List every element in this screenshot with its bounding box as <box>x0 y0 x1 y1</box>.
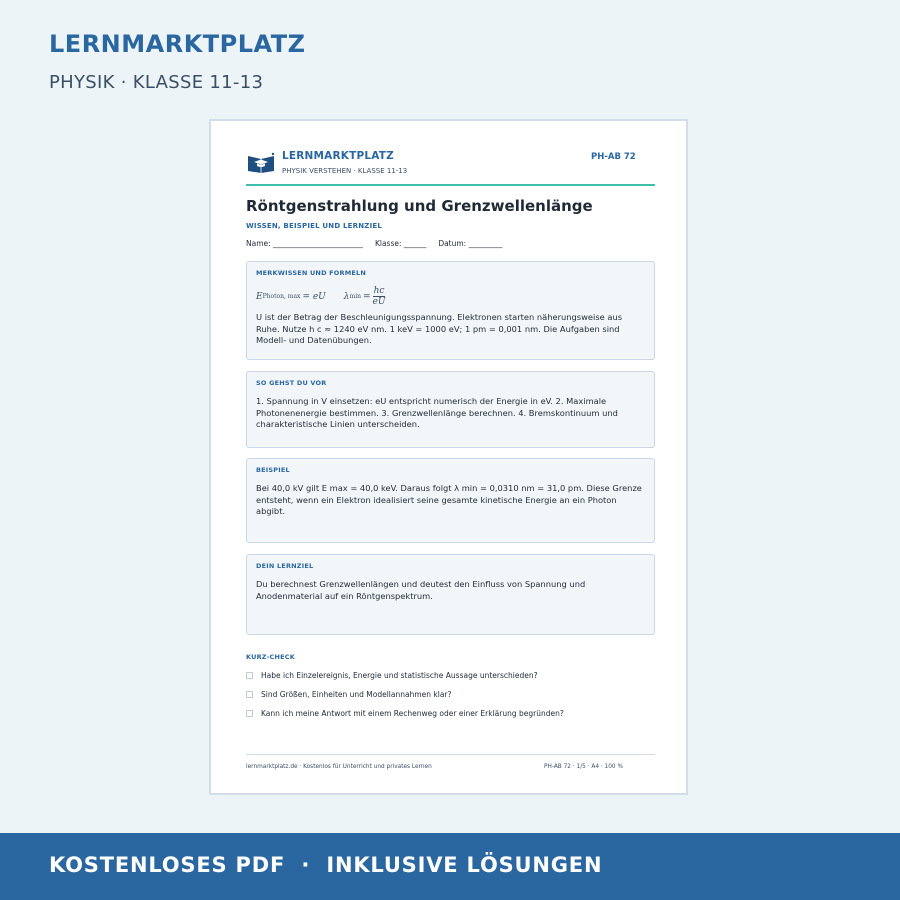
formula-line <box>256 286 385 307</box>
footer-left: lernmarktplatz.de · Kostenlos für Unterricht und privates Lernen <box>246 764 432 770</box>
checklist-item-text: Habe ich Einzelereignis, Energie und statistische Aussage unterschieden? <box>261 671 538 680</box>
sheet-subtitle: WISSEN, BEISPIEL UND LERNZIEL <box>246 222 383 230</box>
banner-text: KOSTENLOSES PDF · INKLUSIVE LÖSUNGEN <box>49 853 603 877</box>
goal-label: DEIN LERNZIEL <box>256 562 314 570</box>
subject-line: PHYSIK · KLASSE 11-13 <box>49 72 264 93</box>
formulas-box <box>246 261 655 360</box>
footer-right: PH-AB 72 · 1/5 · A4 · 100 % <box>544 764 623 770</box>
checklist-item <box>246 671 538 680</box>
goal-box <box>246 554 655 635</box>
worksheet-preview <box>209 119 688 795</box>
sheet-code: PH-AB 72 <box>591 152 636 162</box>
formula2-eq: = <box>362 291 371 302</box>
goal-text: Du berechnest Grenzwellenlängen und deutest den Einfluss von Spannung und Anodenmaterial auf ein Röntgenspektrum. <box>256 579 586 601</box>
formulas-label: MERKWISSEN UND FORMELN <box>256 269 366 277</box>
checklist-item <box>246 690 452 699</box>
checkbox[interactable] <box>246 691 253 698</box>
checklist-item <box>246 709 564 718</box>
steps-box <box>246 371 655 448</box>
formulas-text: U ist der Betrag der Beschleunigungsspannung. Elektronen starten näherungsweise aus Ruhe. Nutze h c ≈ 1240 eV nm. 1 keV = 1000 eV; 1 pm = 0,001 nm. Die Aufgaben sind Modell- und Datenübungen. <box>256 312 623 345</box>
sheet-title: Röntgenstrahlung und Grenzwellenlänge <box>246 197 593 215</box>
formula1-main: E <box>256 291 263 302</box>
checklist-item-text: Kann ich meine Antwort mit einem Rechenweg oder einer Erklärung begründen? <box>261 709 564 718</box>
example-label: BEISPIEL <box>256 466 290 474</box>
checklist-item-text: Sind Größen, Einheiten und Modellannahmen klar? <box>261 690 452 699</box>
formula2-sub: min <box>349 293 361 300</box>
formula1-rhs: = eU <box>302 291 326 302</box>
example-text: Bei 40,0 kV gilt E max = 40,0 keV. Daraus folgt λ min = 0,0310 nm = 31,0 pm. Diese Grenze entsteht, wenn ein Elektron idealisiert seine gesamte kinetische Energie an ein Photon abgibt. <box>256 483 642 516</box>
sheet-brand: LERNMARKTPLATZ <box>282 150 394 162</box>
checklist-label: KURZ-CHECK <box>246 653 295 661</box>
accent-rule <box>246 184 655 186</box>
steps-label: SO GEHST DU VOR <box>256 379 327 387</box>
formula1-sub: Photon, max <box>262 293 301 300</box>
formula2-numerator: hc <box>373 286 385 296</box>
name-class-date-fields: Name: ________________________ Klasse: ______ Datum: _________ <box>246 239 503 248</box>
bottom-banner <box>0 833 900 900</box>
example-box <box>246 458 655 543</box>
brand-title: LERNMARKTPLATZ <box>49 30 306 58</box>
steps-text: 1. Spannung in V einsetzen: eU entspricht numerisch der Energie in eV. 2. Maximale Photonenenergie bestimmen. 3. Grenzwellenlänge berechnen. 4. Bremskontinuum und charakteristische Linien unterscheiden. <box>256 396 618 429</box>
sheet-tagline: PHYSIK VERSTEHEN · KLASSE 11-13 <box>282 167 408 175</box>
graduation-cap-book-icon <box>247 151 275 173</box>
formula2-fraction <box>373 286 386 307</box>
footer-rule <box>246 754 655 755</box>
formula2-denominator: eU <box>372 297 386 307</box>
formula2-main: λ <box>343 291 350 302</box>
checkbox[interactable] <box>246 710 253 717</box>
checkbox[interactable] <box>246 672 253 679</box>
